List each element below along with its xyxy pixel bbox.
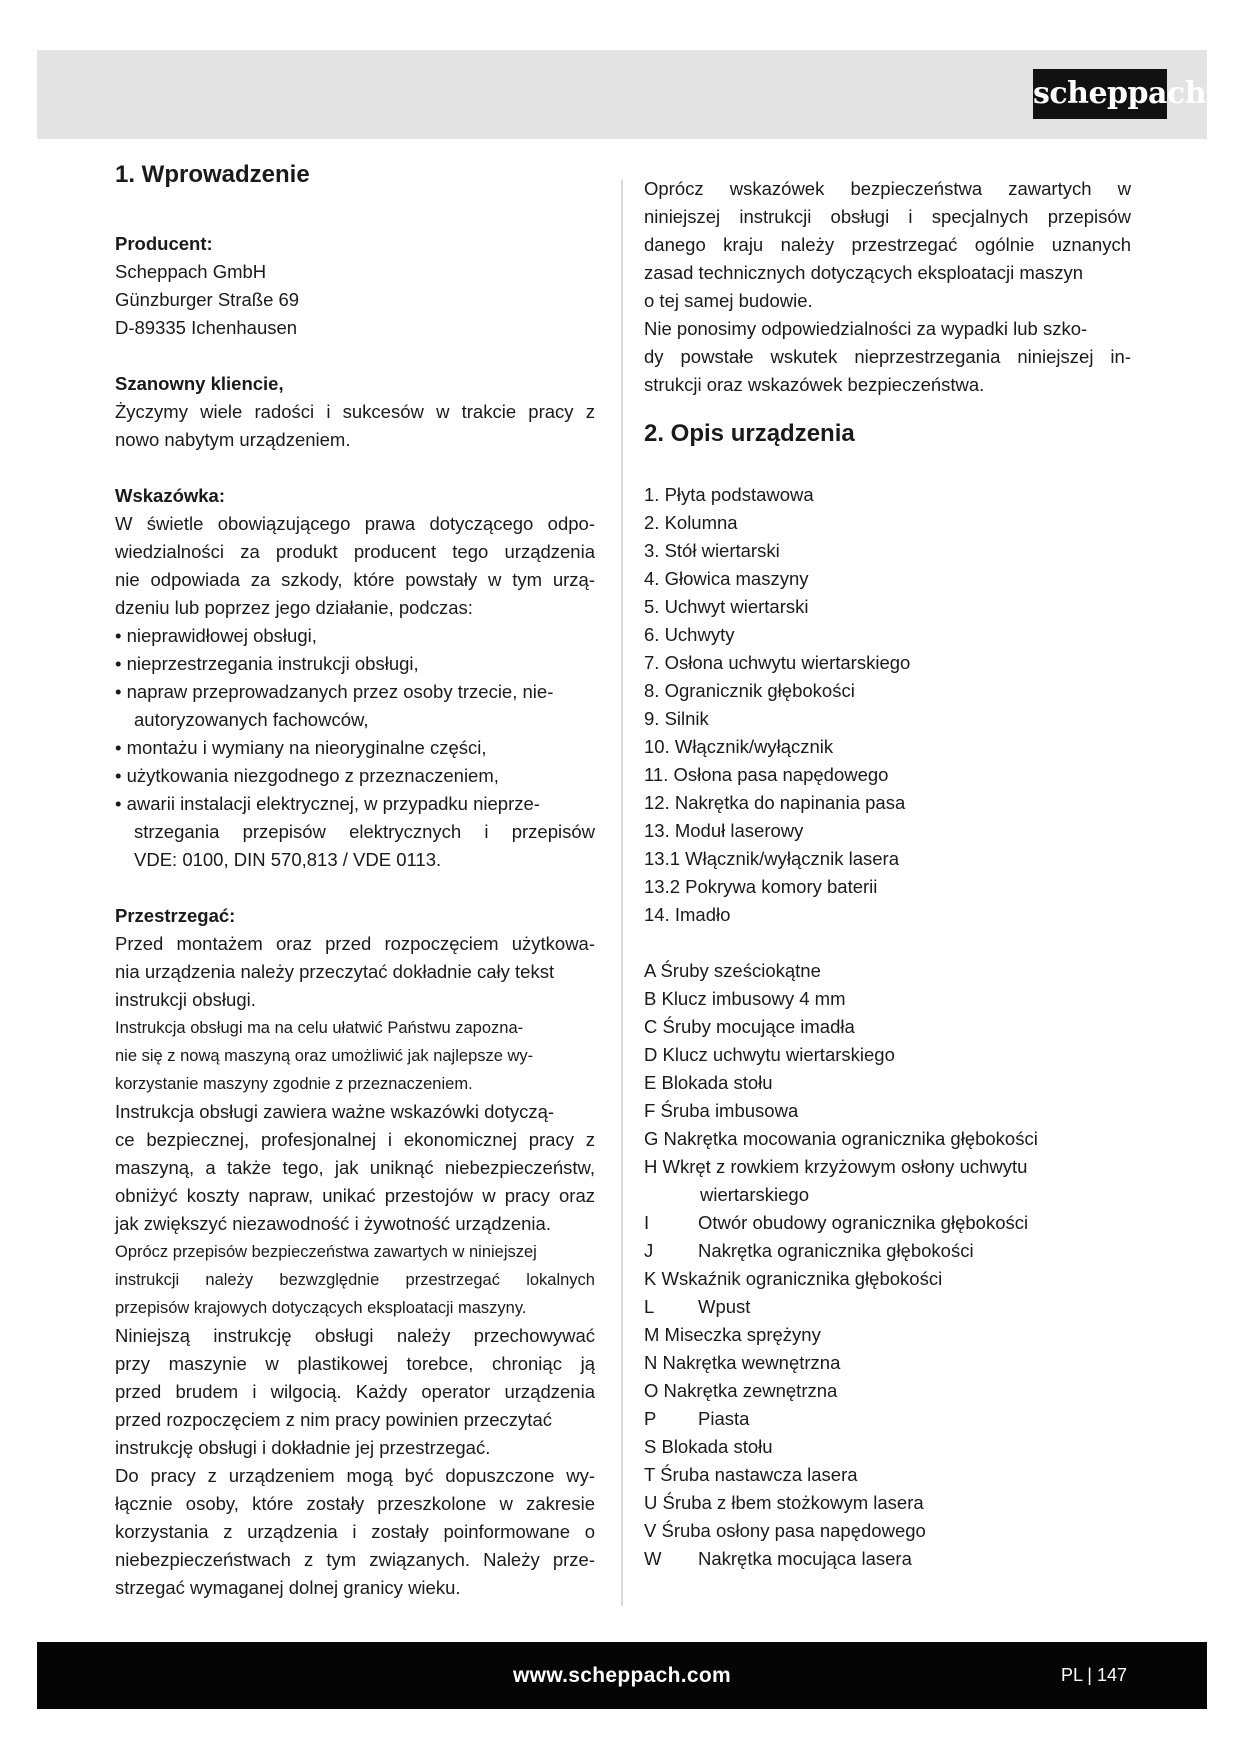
- text-line: • awarii instalacji elektrycznej, w przypadku nieprze-: [115, 793, 540, 814]
- section-heading: 1. Wprowadzenie: [115, 161, 310, 188]
- text-line: Instrukcja obsługi ma na celu ułatwić Państwu zapozna-: [115, 1019, 524, 1037]
- text-line: Życzymy wiele radości i sukcesów w trakcie pracy z: [115, 401, 595, 422]
- text-line: Günzburger Straße 69: [115, 289, 300, 310]
- legend-text: Piasta: [698, 1408, 750, 1429]
- legend-text: Otwór obudowy ogranicznika głębokości: [698, 1212, 1029, 1233]
- text-line: 8. Ogranicznik głębokości: [644, 680, 855, 701]
- text-line: korzystania z urządzenia i zostały poinformowane o: [115, 1521, 595, 1542]
- text-line: o tej samej budowie.: [644, 290, 813, 311]
- text-line: 4. Głowica maszyny: [644, 568, 809, 589]
- text-line: M Miseczka sprężyny: [644, 1324, 821, 1345]
- text-line: nia urządzenia należy przeczytać dokładnie cały tekst: [115, 961, 555, 982]
- text-line: 12. Nakrętka do napinania pasa: [644, 792, 906, 813]
- text-line: niniejszej instrukcji obsługi i specjalnych przepisów: [644, 206, 1131, 227]
- text-line: jak zwiększyć niezawodność i żywotność urządzenia.: [115, 1213, 551, 1234]
- text-line: zasad technicznych dotyczących eksploatacji maszyn: [644, 262, 1084, 283]
- text-line: instrukcji należy bezwzględnie przestrzegać lokalnych: [115, 1271, 595, 1289]
- text-line: 1. Płyta podstawowa: [644, 484, 814, 505]
- subheading: Producent:: [115, 233, 213, 254]
- text-line: 13.1 Włącznik/wyłącznik lasera: [644, 848, 899, 869]
- text-line: danego kraju należy przestrzegać ogólnie uznanych: [644, 234, 1131, 255]
- text-line: maszyną, a także tego, jak uniknąć niebezpieczeństw,: [115, 1157, 595, 1178]
- text-line: obniżyć koszty napraw, unikać przestojów w pracy oraz: [115, 1185, 595, 1206]
- text-line: N Nakrętka wewnętrzna: [644, 1352, 841, 1373]
- text-line: 13.2 Pokrywa komory baterii: [644, 876, 878, 897]
- text-line: 5. Uchwyt wiertarski: [644, 596, 809, 617]
- text-line: Przed montażem oraz przed rozpoczęciem użytkowa-: [115, 933, 595, 954]
- text-line: autoryzowanych fachowców,: [134, 709, 369, 730]
- text-line: niebezpieczeństwach z tym związanych. Należy prze-: [115, 1549, 595, 1570]
- text-line: instrukcji obsługi.: [115, 989, 256, 1010]
- text-line: U Śruba z łbem stożkowym lasera: [644, 1492, 924, 1513]
- text-line: 6. Uchwyty: [644, 624, 735, 645]
- text-line: ce bezpiecznej, profesjonalnej i ekonomicznej pracy z: [115, 1129, 595, 1150]
- text-line: Scheppach GmbH: [115, 261, 267, 282]
- text-line: 3. Stół wiertarski: [644, 540, 780, 561]
- text-line: T Śruba nastawcza lasera: [644, 1464, 858, 1485]
- text-line: Oprócz przepisów bezpieczeństwa zawartych w niniejszej: [115, 1243, 537, 1261]
- page-number: PL | 147: [1060, 1665, 1127, 1685]
- text-line: wiedzialności za produkt producent tego urządzenia: [115, 541, 595, 562]
- scheppach-logo: scheppach: [1033, 69, 1167, 119]
- text-line: • napraw przeprowadzanych przez osoby trzecie, nie-: [115, 681, 554, 702]
- text-line: Do pracy z urządzeniem mogą być dopuszczone wy-: [115, 1465, 595, 1486]
- subheading: Szanowny kliencie,: [115, 373, 284, 394]
- text-line: nowo nabytym urządzeniem.: [115, 429, 351, 450]
- text-line: wiertarskiego: [700, 1184, 809, 1205]
- legend-text: Nakrętka mocująca lasera: [698, 1548, 912, 1569]
- text-line: korzystanie maszyny zgodnie z przeznaczeniem.: [115, 1075, 473, 1093]
- text-line: przed brudem i wilgocią. Każdy operator urządzenia: [115, 1381, 595, 1402]
- text-line: przy maszynie w plastikowej torebce, chroniąc ją: [115, 1353, 595, 1374]
- text-line: O Nakrętka zewnętrzna: [644, 1380, 838, 1401]
- text-line: K Wskaźnik ogranicznika głębokości: [644, 1268, 943, 1289]
- text-line: P: [644, 1408, 657, 1429]
- text-line: dy powstałe wskutek nieprzestrzegania niniejszej in-: [644, 346, 1131, 367]
- text-line: W: [644, 1548, 662, 1569]
- page-header: [37, 50, 1207, 139]
- text-line: strukcji oraz wskazówek bezpieczeństwa.: [644, 374, 985, 395]
- text-line: A Śruby sześciokątne: [644, 960, 821, 981]
- subheading: Wskazówka:: [115, 485, 226, 506]
- text-line: J: [644, 1240, 654, 1261]
- text-line: Oprócz wskazówek bezpieczeństwa zawartych w: [644, 178, 1131, 199]
- text-line: strzegania przepisów elektrycznych i przepisów: [134, 821, 595, 842]
- text-line: • nieprzestrzegania instrukcji obsługi,: [115, 653, 419, 674]
- text-line: strzegać wymaganej dolnej granicy wieku.: [115, 1577, 461, 1598]
- text-line: W świetle obowiązującego prawa dotyczącego odpo-: [115, 513, 595, 534]
- text-line: nie się z nową maszyną oraz umożliwić jak najlepsze wy-: [115, 1047, 534, 1065]
- text-line: dzeniu lub poprzez jego działanie, podczas:: [115, 597, 473, 618]
- text-line: D-89335 Ichenhausen: [115, 317, 298, 338]
- text-line: przed rozpoczęciem z nim pracy powinien przeczytać: [115, 1409, 552, 1430]
- text-line: Instrukcja obsługi zawiera ważne wskazówki dotyczą-: [115, 1101, 555, 1122]
- text-line: • nieprawidłowej obsługi,: [115, 625, 317, 646]
- legend-text: Wpust: [698, 1296, 751, 1317]
- text-line: G Nakrętka mocowania ogranicznika głębokości: [644, 1128, 1038, 1149]
- section-heading: 2. Opis urządzenia: [644, 420, 855, 447]
- text-line: E Blokada stołu: [644, 1072, 773, 1093]
- text-line: H Wkręt z rowkiem krzyżowym osłony uchwytu: [644, 1156, 1028, 1177]
- text-line: 2. Kolumna: [644, 512, 738, 533]
- text-line: 11. Osłona pasa napędowego: [644, 764, 889, 785]
- text-line: instrukcję obsługi i dokładnie jej przestrzegać.: [115, 1437, 491, 1458]
- text-line: łącznie osoby, które zostały przeszkolone w zakresie: [115, 1493, 595, 1514]
- text-line: I: [644, 1212, 650, 1233]
- text-line: 13. Moduł laserowy: [644, 820, 804, 841]
- text-line: nie odpowiada za szkody, które powstały w tym urzą-: [115, 569, 595, 590]
- text-line: 9. Silnik: [644, 708, 709, 729]
- text-line: Niniejszą instrukcję obsługi należy przechowywać: [115, 1325, 595, 1346]
- text-line: • montażu i wymiany na nieoryginalne części,: [115, 737, 487, 758]
- footer-website-link[interactable]: www.scheppach.com: [513, 1664, 731, 1687]
- legend-text: Nakrętka ogranicznika głębokości: [698, 1240, 974, 1261]
- text-line: Nie ponosimy odpowiedzialności za wypadki lub szko-: [644, 318, 1088, 339]
- text-line: D Klucz uchwytu wiertarskiego: [644, 1044, 895, 1065]
- text-line: 14. Imadło: [644, 904, 731, 925]
- text-line: • użytkowania niezgodnego z przeznaczeniem,: [115, 765, 499, 786]
- column-divider: [621, 180, 623, 1606]
- text-line: przepisów krajowych dotyczących eksploatacji maszyny.: [115, 1299, 527, 1317]
- text-line: L: [644, 1296, 655, 1317]
- subheading: Przestrzegać:: [115, 905, 236, 926]
- text-line: VDE: 0100, DIN 570,813 / VDE 0113.: [134, 849, 442, 870]
- text-line: S Blokada stołu: [644, 1436, 773, 1457]
- text-line: B Klucz imbusowy 4 mm: [644, 988, 846, 1009]
- text-line: V Śruba osłony pasa napędowego: [644, 1520, 926, 1541]
- text-line: 10. Włącznik/wyłącznik: [644, 736, 834, 757]
- page-footer: [37, 1642, 1207, 1709]
- text-line: 7. Osłona uchwytu wiertarskiego: [644, 652, 911, 673]
- text-line: C Śruby mocujące imadła: [644, 1016, 855, 1037]
- text-line: F Śruba imbusowa: [644, 1100, 799, 1121]
